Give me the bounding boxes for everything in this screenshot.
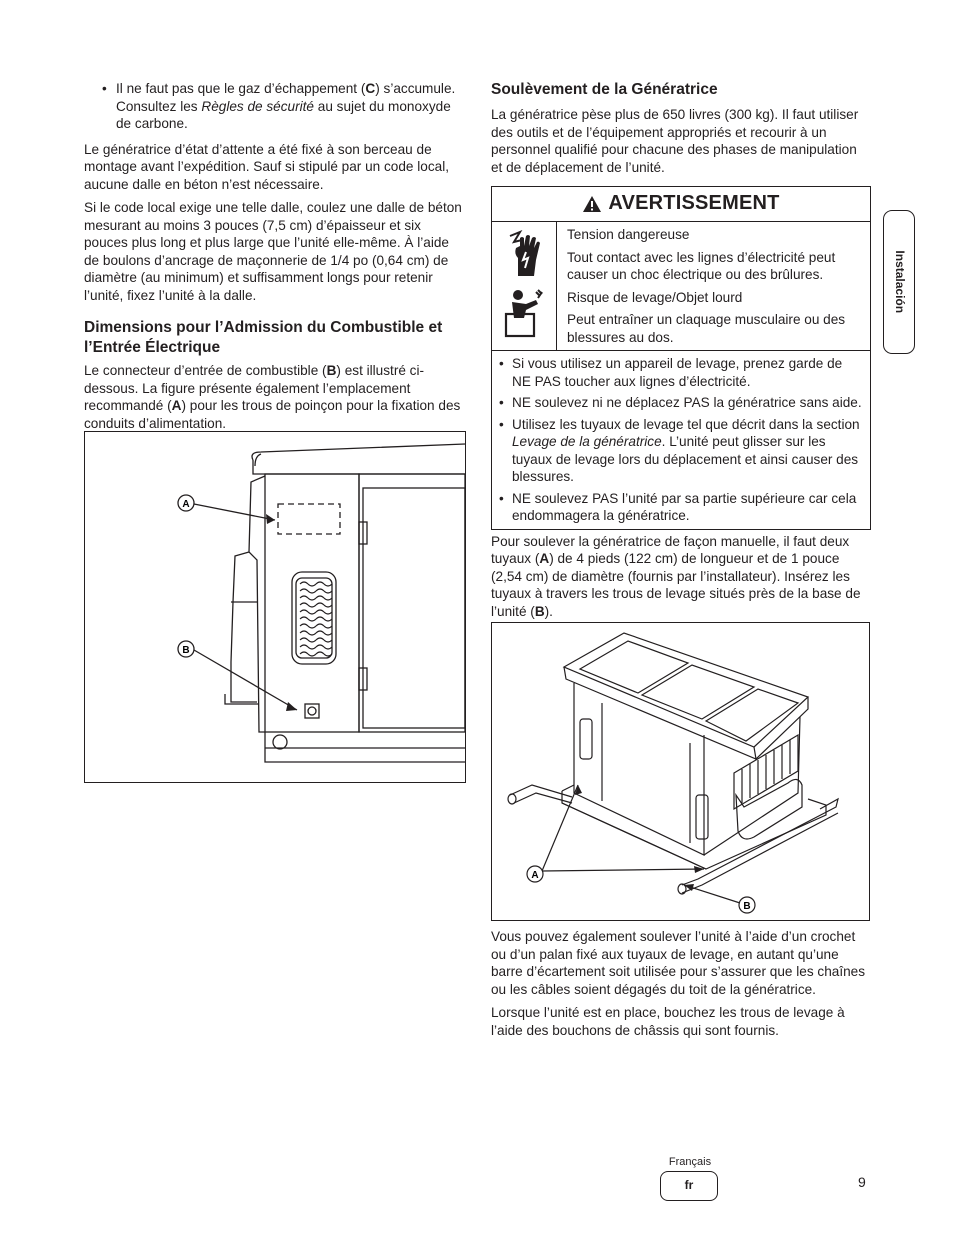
warning-triangle-icon [582, 195, 602, 213]
hazard-text-electric: Tout contact avec les lignes d’électricité peut causer un choc électrique ou des brûlures. [567, 249, 836, 282]
warning-bullets [492, 351, 870, 529]
exhaust-bullet [84, 80, 466, 133]
hoist-paragraph: Vous pouvez également soulever l’unité à l’aide d’un crochet ou d’un palan fixé aux tuyaux de levage, en autant qu’une barre d’écartement soit utilisée pour s’assurer que les chaînes ou les câbles soient dégagés du toit de la génératrice. [491, 929, 866, 997]
warning-bullet: • Utilisez les tuyaux de levage tel que décrit dans la section Levage de la génératrice. L’unité peut glisser sur les tuyaux de levage lors du déplacement et ainsi causer des blessures. [499, 416, 860, 484]
page-number: 9 [858, 1174, 866, 1190]
fuel-inlet-paragraph: Le connecteur d’entrée de combustible (B) est illustré ci-dessous. La figure présente également l’emplacement recommandé (A) pour les trous de poinçon pour la fixation des conduits d’alimentation. [84, 363, 461, 431]
warning-hazards [492, 222, 870, 351]
callout-label-b: B [182, 645, 190, 656]
callout-label-b: B [743, 901, 751, 912]
plugs-paragraph: Lorsque l’unité est en place, bouchez les trous de levage à l’aide des bouchons de châssis qui sont fournis. [491, 1005, 845, 1038]
bullet-dot: • [499, 395, 504, 410]
warning-bullet: • NE soulevez PAS l’unité par sa partie supérieure car cela endommagera la génératrice. [499, 490, 857, 523]
fuel-inlet-figure [84, 431, 466, 783]
language-caption: Français [668, 1156, 712, 1168]
warning-box [491, 186, 871, 530]
hazard-title-electric: Tension dangereuse [567, 227, 690, 242]
slab-paragraph: Si le code local exige une telle dalle, coulez une dalle de béton mesurant au moins 3 pouces (7,5 cm) d’épaisseur et six pouces plus long et plus large que l’unité elle-même. À l’aide de boulons d’ancrage de maçonnerie de 1/4 po (0,64 cm) de diamètre (au minimum) et suffisamment longs pour retenir l’unité, fixez l’unité à la dalle. [84, 200, 462, 303]
section-tab [883, 210, 915, 354]
left-column [84, 80, 466, 438]
bullet-dot: • [499, 490, 504, 506]
hazard-title-lifting: Risque de levage/Objet lourd [567, 289, 743, 305]
electric-shock-icon [504, 230, 544, 278]
warning-header [492, 187, 870, 222]
warning-title: AVERTISSEMENT [608, 192, 780, 215]
weight-paragraph: La génératrice pèse plus de 650 livres (300 kg). Il faut utiliser des outils et de l’équipement appropriés et recourir à un personnel qualifié pour chacune des phases de manipulation et de déplacement de l’unité. [491, 107, 859, 175]
bullet-dot: • [102, 81, 107, 96]
language-badge: fr [660, 1171, 718, 1201]
right-column [491, 80, 871, 620]
warning-icon-column [492, 222, 557, 350]
callout-label-a: A [531, 870, 539, 881]
warning-bullet: • Si vous utilisez un appareil de levage, prenez garde de NE PAS toucher aux lignes d’électricité. [499, 356, 843, 389]
pipes-paragraph: Pour soulever la génératrice de façon manuelle, il faut deux tuyaux (A) de 4 pieds (122 cm) de longueur et de 1 pouce (2,54 cm) de diamètre (fournis par l’installateur). Insérez les tuyaux à travers les trous de levage situés près de la base de l’unité (B). [491, 533, 861, 619]
generator-side-drawing [85, 432, 465, 782]
generator-isometric-drawing [492, 623, 869, 920]
section-tab-label: Instalación [892, 250, 907, 314]
mounting-paragraph: Le génératrice d’état d’attente a été fixé à son berceau de montage avant l’expédition. Sauf si stipulé par un code local, aucune dalle en béton n’est nécessaire. [84, 141, 449, 192]
bullet-dot: • [499, 416, 504, 432]
exhaust-bullet-text: Il ne faut pas que le gaz d’échappement (C) s’accumule. Consultez les Règles de sécurité au sujet du monoxyde de carbone. [116, 81, 456, 131]
bullet-dot: • [499, 356, 504, 371]
hazard-text-lifting: Peut entraîner un claquage musculaire ou des blessures au dos. [567, 312, 846, 345]
lifting-pipes-figure [491, 622, 870, 921]
callout-label-a: A [182, 499, 190, 510]
warning-bullet: • NE soulevez ni ne déplacez PAS la génératrice sans aide. [499, 395, 862, 410]
lifting-heading: Soulèvement de la Génératrice [491, 81, 718, 98]
hazard-descriptions [557, 222, 870, 350]
heavy-lifting-icon [502, 288, 546, 338]
right-column-lower [491, 928, 867, 1045]
dimensions-heading: Dimensions pour l’Admission du Combustible et l’Entrée Électrique [84, 319, 443, 356]
